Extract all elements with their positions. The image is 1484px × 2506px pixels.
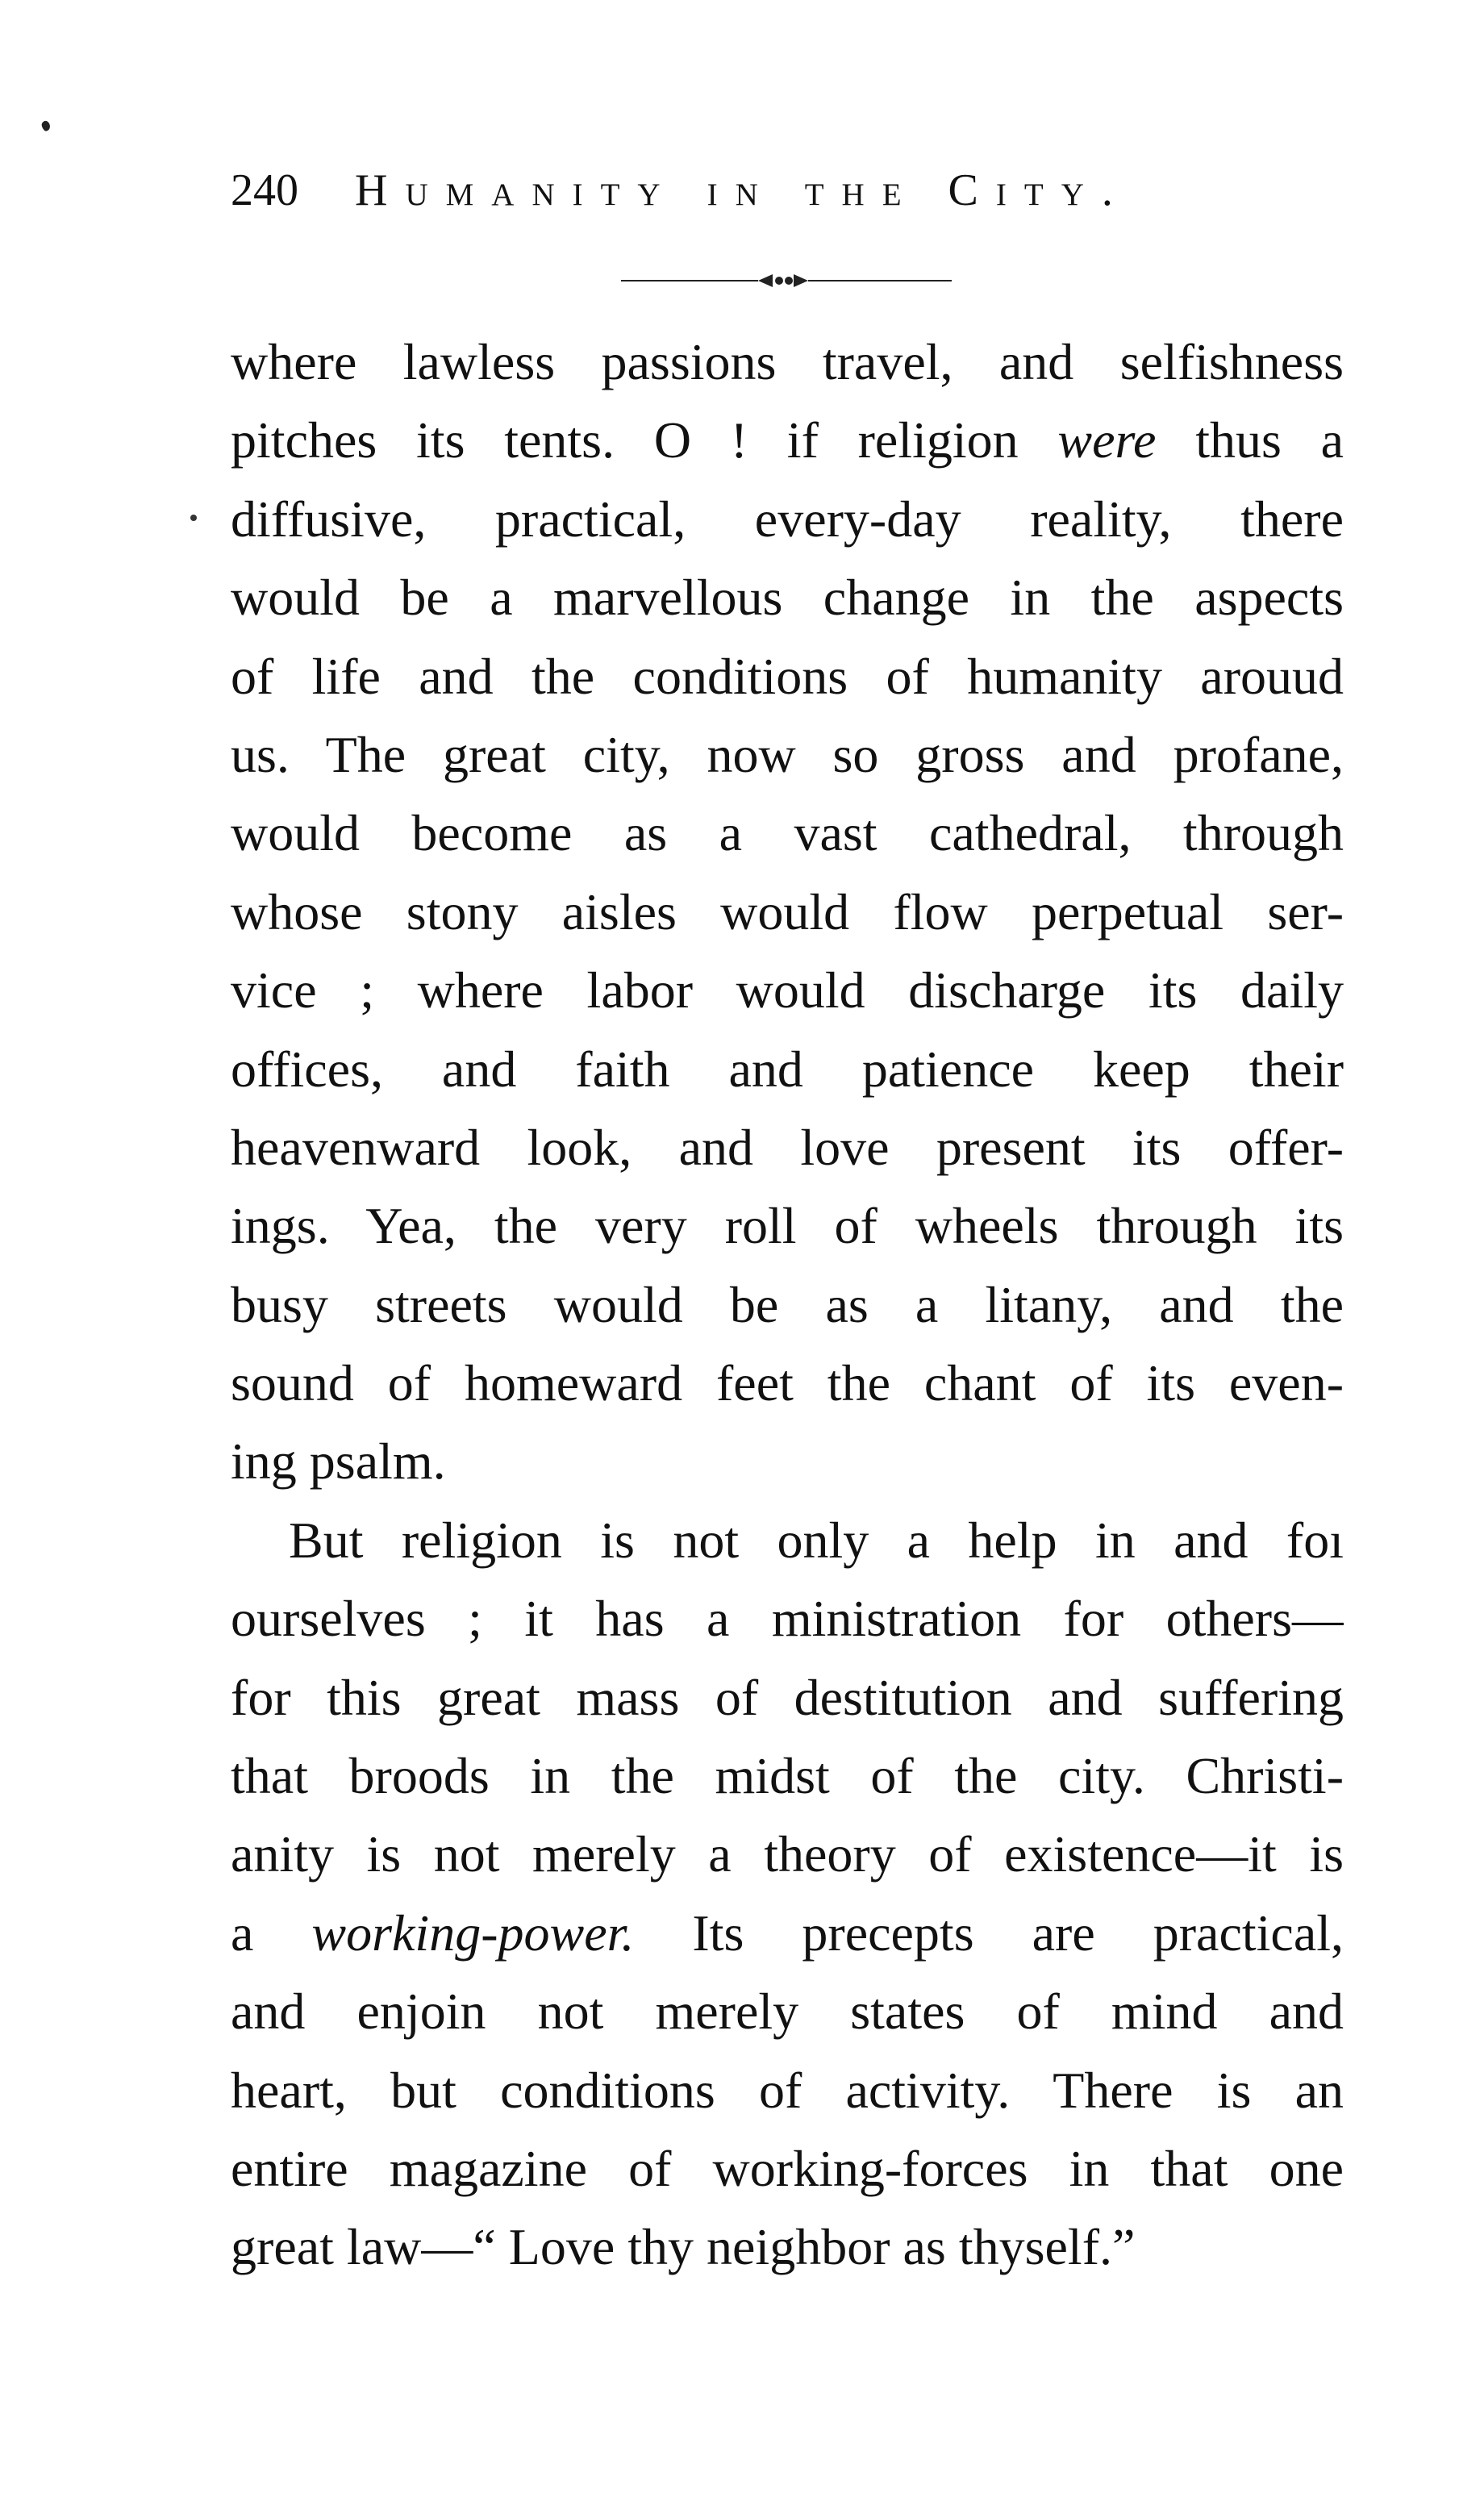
text-line: would be a marvellous change in the aspects (231, 569, 1344, 627)
text-line: whose stony aisles would flow perpetual ser- (231, 882, 1344, 940)
text-line: ourselves ; it has a ministration for others— (231, 1590, 1344, 1648)
page-number: 240 (231, 165, 298, 215)
running-head (231, 158, 1376, 223)
text-line: sound of homeward feet the chant of its even- (231, 1354, 1344, 1412)
text-line: and enjoin not merely states of mind and (231, 1983, 1344, 2041)
text-line: anity is not merely a theory of existence—it is (231, 1825, 1344, 1883)
text-line: that broods in the midst of the city. Christi- (231, 1747, 1344, 1805)
text-line: a working-power. Its precepts are practical, (231, 1903, 1344, 1962)
text-line: vice ; where labor would discharge its daily (231, 961, 1344, 1019)
text-line: ings. Yea, the very roll of wheels through its (231, 1197, 1344, 1255)
text-line: diffusive, practical, every-day reality, there (231, 490, 1344, 548)
text-line: ing psalm. (231, 1432, 446, 1491)
text-line: But religion is not only a help in and foı (289, 1511, 1344, 1569)
body-text (231, 323, 1344, 2287)
emphasis: were (1057, 411, 1157, 469)
text-line: busy streets would be as a litany, and the (231, 1275, 1344, 1333)
header-rule-ornament (621, 271, 952, 290)
text-line: entire magazine of working-forces in that one (231, 2139, 1344, 2197)
text-line: great law—“ Love thy neighbor as thyself.” (231, 2218, 1136, 2276)
text-line: offices, and faith and patience keep their (231, 1040, 1344, 1098)
emphasis: working-power. (311, 1903, 635, 1962)
text-line: would become as a vast cathedral, through (231, 804, 1344, 862)
text-line: pitches its tents. O ! if religion were thus a (231, 411, 1344, 469)
paragraph-2 (231, 1501, 1344, 2287)
ink-speck (40, 119, 52, 132)
text-line: us. The great city, now so gross and profane, (231, 725, 1344, 783)
margin-dot (190, 515, 197, 521)
text-line: heart, but conditions of activity. There is an (231, 2061, 1344, 2119)
text-line: of life and the conditions of humanity arouud (231, 647, 1344, 705)
paragraph-1 (231, 323, 1344, 1501)
running-title: Humanity in the City. (355, 165, 1131, 215)
text-line: where lawless passions travel, and selfishness (231, 333, 1344, 390)
text-line: heavenward look, and love present its offer- (231, 1118, 1344, 1176)
text-line: for this great mass of destitution and suffering (231, 1668, 1344, 1726)
